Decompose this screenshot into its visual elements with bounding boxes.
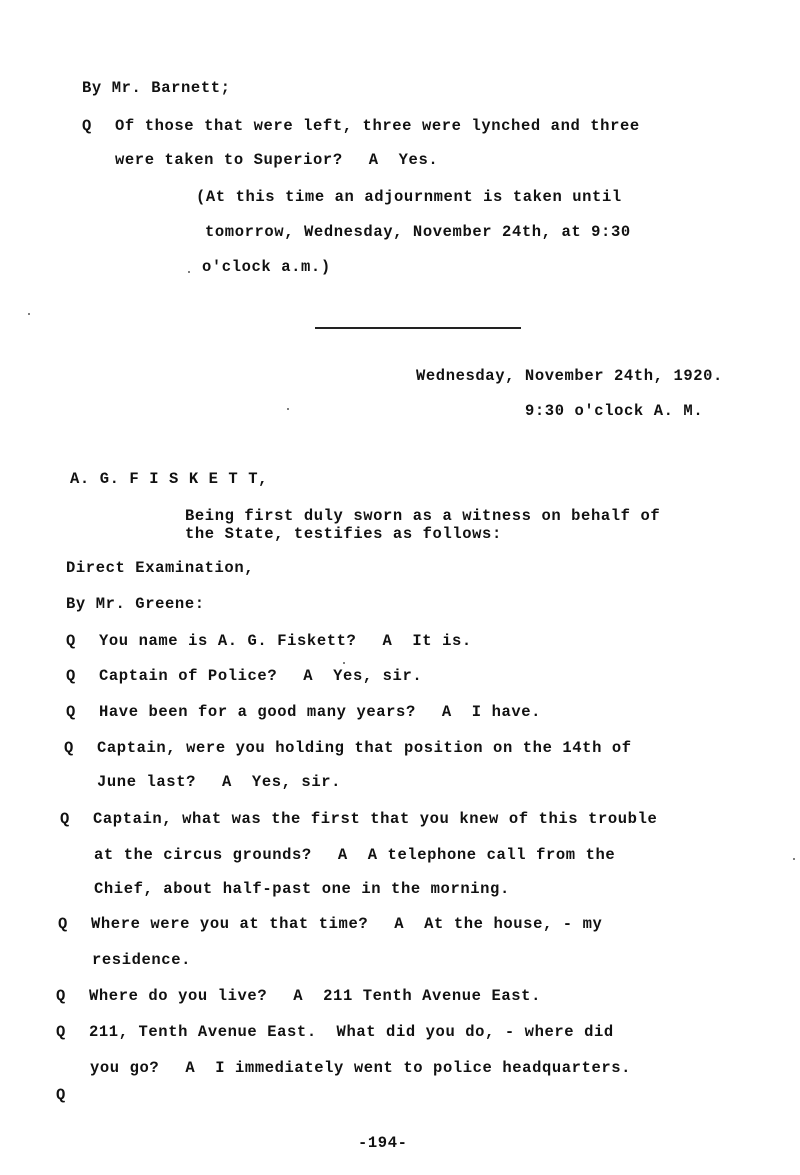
q-marker: Q bbox=[66, 667, 76, 685]
answer-text: A telephone call from the bbox=[367, 846, 616, 864]
qa-continuation bbox=[97, 772, 341, 792]
adjournment-line: o'clock a.m.) bbox=[202, 258, 331, 276]
adjournment-line: (At this time an adjournment is taken until bbox=[196, 188, 622, 206]
scan-speck bbox=[287, 408, 289, 410]
witness-name: A. G. F I S K E T T, bbox=[70, 470, 269, 488]
question-text: Have been for a good many years? bbox=[99, 703, 416, 721]
qa-row bbox=[64, 738, 632, 758]
question-text: Of those that were left, three were lynched and three bbox=[115, 117, 640, 135]
question-text: you go? bbox=[90, 1059, 160, 1077]
qa-row bbox=[58, 914, 602, 934]
q-marker: Q bbox=[56, 1023, 66, 1041]
q-marker: Q bbox=[56, 987, 66, 1005]
q-marker: Q bbox=[64, 739, 74, 757]
qa-row bbox=[66, 702, 541, 722]
answer-text: Yes. bbox=[398, 151, 439, 169]
examiner-line-barnett: By Mr. Barnett; bbox=[82, 79, 231, 97]
question-text: Captain, what was the first that you knew of this trouble bbox=[93, 810, 658, 828]
answer-text: Yes, sir. bbox=[333, 667, 423, 685]
question-text: Captain of Police? bbox=[99, 667, 278, 685]
a-marker: A bbox=[368, 151, 379, 169]
question-text: Where were you at that time? bbox=[91, 915, 369, 933]
answer-text: 211 Tenth Avenue East. bbox=[323, 987, 541, 1005]
question-line bbox=[82, 116, 640, 136]
qa-continuation bbox=[90, 1058, 631, 1078]
answer-continuation: residence. bbox=[92, 951, 192, 969]
a-marker: A bbox=[382, 632, 393, 650]
qa-row bbox=[56, 1085, 89, 1105]
q-marker: Q bbox=[56, 1086, 66, 1104]
a-marker: A bbox=[394, 915, 405, 933]
a-marker: A bbox=[185, 1059, 196, 1077]
scan-speck bbox=[188, 271, 190, 273]
question-text: were taken to Superior? bbox=[115, 151, 343, 169]
section-divider bbox=[315, 327, 521, 329]
a-marker: A bbox=[337, 846, 348, 864]
qa-row bbox=[66, 666, 422, 686]
question-text: 211, Tenth Avenue East. What did you do, - where did bbox=[89, 1023, 614, 1041]
question-text: at the circus grounds? bbox=[94, 846, 312, 864]
a-marker: A bbox=[441, 703, 452, 721]
session-date: Wednesday, November 24th, 1920. bbox=[416, 367, 723, 385]
q-marker: Q bbox=[66, 703, 76, 721]
answer-text: I immediately went to police headquarters. bbox=[215, 1059, 632, 1077]
answer-text: I have. bbox=[471, 703, 542, 721]
a-marker: A bbox=[293, 987, 304, 1005]
question-text: You name is A. G. Fiskett? bbox=[99, 632, 357, 650]
scan-speck bbox=[343, 662, 345, 664]
a-marker: A bbox=[222, 773, 232, 791]
scan-speck bbox=[28, 313, 30, 315]
qa-continuation bbox=[94, 845, 615, 865]
exam-type: Direct Examination, bbox=[66, 559, 255, 577]
oath-line: Being first duly sworn as a witness on behalf of bbox=[185, 507, 661, 525]
page-number: -194- bbox=[358, 1134, 408, 1152]
a-marker: A bbox=[303, 667, 314, 685]
qa-row bbox=[56, 986, 541, 1006]
q-marker: Q bbox=[82, 117, 92, 135]
answer-text: Yes, sir. bbox=[251, 773, 342, 791]
q-marker: Q bbox=[66, 632, 76, 650]
question-continuation bbox=[115, 150, 438, 170]
answer-text: It is. bbox=[412, 632, 472, 650]
q-marker: Q bbox=[58, 915, 68, 933]
question-text: Captain, were you holding that position on the 14th of bbox=[97, 739, 632, 757]
answer-text: At the house, - my bbox=[424, 915, 603, 933]
qa-row bbox=[60, 809, 657, 829]
oath-line: the State, testifies as follows: bbox=[185, 525, 502, 543]
qa-row bbox=[66, 631, 472, 651]
q-marker: Q bbox=[60, 810, 70, 828]
qa-row bbox=[56, 1022, 614, 1042]
adjournment-line: tomorrow, Wednesday, November 24th, at 9:30 bbox=[205, 223, 631, 241]
session-time: 9:30 o'clock A. M. bbox=[525, 402, 704, 420]
question-text: June last? bbox=[97, 773, 197, 791]
scan-speck bbox=[793, 858, 795, 860]
question-text: Where do you live? bbox=[89, 987, 268, 1005]
answer-continuation: Chief, about half-past one in the morning. bbox=[94, 880, 510, 898]
examiner-line-greene: By Mr. Greene: bbox=[66, 595, 205, 613]
